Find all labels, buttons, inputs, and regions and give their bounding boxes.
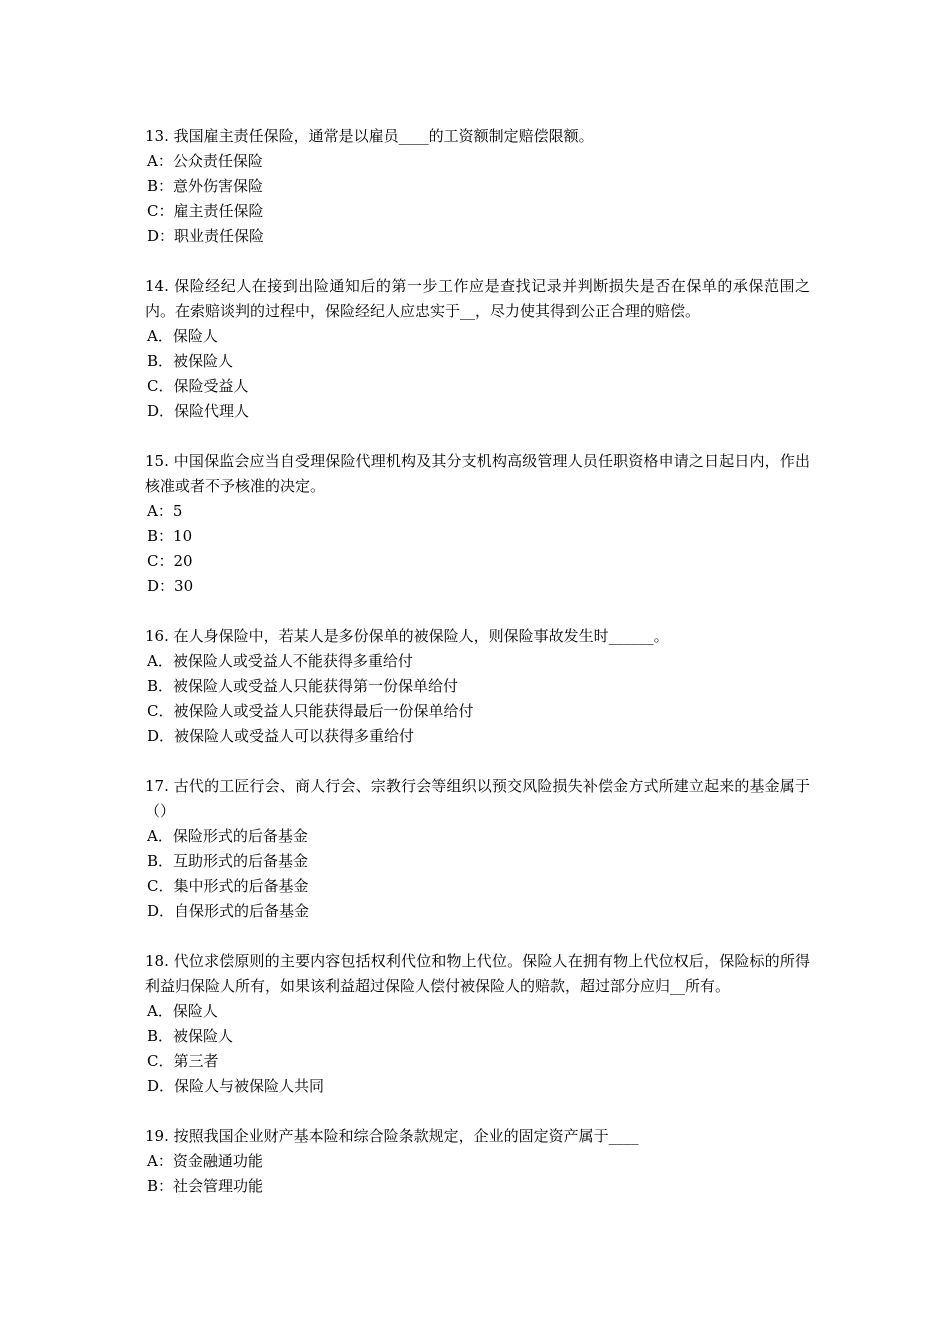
option-letter: C．: [147, 702, 174, 720]
option-text: 第三者: [173, 1052, 219, 1070]
option-b: [145, 674, 810, 699]
option-letter: C：: [147, 552, 174, 570]
question-stem: 19. 按照我国企业财产基本险和综合险条款规定，企业的固定资产属于____: [145, 1127, 639, 1145]
option-list: [145, 1149, 810, 1199]
option-c: [145, 374, 810, 399]
option-a: [145, 824, 810, 849]
option-text: 保险受益人: [173, 377, 249, 395]
option-text: 被保险人或受益人只能获得最后一份保单给付: [173, 702, 474, 720]
question-stem: 13. 我国雇主责任保险，通常是以雇员____的工资额制定赔偿限额。: [145, 127, 594, 145]
option-a: [145, 324, 810, 349]
option-text: 30: [174, 577, 194, 595]
option-b: [145, 174, 810, 199]
option-letter: B．: [147, 352, 174, 370]
option-d: [145, 574, 810, 599]
option-text: 保险形式的后备基金: [172, 827, 308, 845]
option-letter: A：: [147, 502, 173, 520]
option-c: [145, 1049, 810, 1074]
option-d: [145, 899, 810, 924]
option-letter: C．: [147, 877, 174, 895]
option-text: 20: [173, 552, 193, 570]
question-13: [145, 124, 810, 249]
option-letter: A：: [147, 1152, 173, 1170]
option-list: [145, 824, 810, 924]
document-page: [145, 124, 810, 1224]
option-text: 被保险人: [173, 1027, 234, 1045]
option-letter: D．: [147, 902, 175, 920]
option-letter: D：: [147, 577, 175, 595]
option-letter: D：: [147, 227, 175, 245]
option-text: 被保险人或受益人可以获得多重给付: [174, 727, 415, 745]
option-b: [145, 349, 810, 374]
option-letter: D．: [147, 727, 175, 745]
option-text: 保险人: [172, 1002, 218, 1020]
option-letter: B．: [147, 677, 174, 695]
option-text: 社会管理功能: [173, 1177, 264, 1195]
option-b: [145, 1024, 810, 1049]
option-letter: A：: [147, 152, 173, 170]
option-letter: D．: [147, 402, 175, 420]
option-text: 被保险人: [173, 352, 234, 370]
option-letter: C．: [147, 377, 174, 395]
option-d: [145, 724, 810, 749]
option-letter: D．: [147, 1077, 175, 1095]
option-d: [145, 224, 810, 249]
option-letter: A．: [147, 827, 173, 845]
question-19: [145, 1124, 810, 1199]
option-list: [145, 999, 810, 1099]
option-list: [145, 149, 810, 249]
option-letter: A．: [147, 1002, 173, 1020]
option-text: 公众责任保险: [172, 152, 263, 170]
option-text: 意外伤害保险: [173, 177, 264, 195]
option-text: 保险代理人: [174, 402, 250, 420]
option-a: [145, 1149, 810, 1174]
option-c: [145, 874, 810, 899]
question-stem: 18. 代位求偿原则的主要内容包括权利代位和物上代位。保险人在拥有物上代位权后，保险标的所得利益归保险人所有，如果该利益超过保险人偿付被保险人的赔款，超过部分应归__所有。: [145, 952, 810, 995]
option-a: [145, 149, 810, 174]
question-stem: 16. 在人身保险中，若某人是多份保单的被保险人，则保险事故发生时______。: [145, 627, 669, 645]
option-b: [145, 849, 810, 874]
option-text: 自保形式的后备基金: [174, 902, 310, 920]
option-text: 保险人: [172, 327, 218, 345]
option-text: 雇主责任保险: [173, 202, 264, 220]
option-letter: C：: [147, 202, 174, 220]
option-d: [145, 399, 810, 424]
option-d: [145, 1074, 810, 1099]
option-b: [145, 524, 810, 549]
option-text: 被保险人或受益人不能获得多重给付: [172, 652, 413, 670]
option-text: 保险人与被保险人共同: [174, 1077, 325, 1095]
question-16: [145, 624, 810, 749]
option-a: [145, 649, 810, 674]
option-list: [145, 324, 810, 424]
option-text: 资金融通功能: [172, 1152, 263, 1170]
option-c: [145, 549, 810, 574]
question-18: [145, 949, 810, 1099]
option-text: 集中形式的后备基金: [173, 877, 309, 895]
option-c: [145, 199, 810, 224]
question-15: [145, 449, 810, 599]
option-letter: B：: [147, 527, 174, 545]
option-letter: B．: [147, 852, 174, 870]
question-stem: 14. 保险经纪人在接到出险通知后的第一步工作应是查找记录并判断损失是否在保单的承保范围之内。在索赔谈判的过程中，保险经纪人应忠实于__，尽力使其得到公正合理的赔偿。: [145, 277, 810, 320]
option-text: 被保险人或受益人只能获得第一份保单给付: [173, 677, 459, 695]
option-letter: A．: [147, 327, 173, 345]
option-c: [145, 699, 810, 724]
option-text: 5: [172, 502, 183, 520]
question-17: [145, 774, 810, 924]
option-letter: C．: [147, 1052, 174, 1070]
question-stem: 15. 中国保监会应当自受理保险代理机构及其分支机构高级管理人员任职资格申请之日起日内，作出核准或者不予核准的决定。: [145, 452, 810, 495]
option-list: [145, 499, 810, 599]
question-14: [145, 274, 810, 424]
option-letter: B：: [147, 177, 174, 195]
option-list: [145, 649, 810, 749]
option-a: [145, 999, 810, 1024]
option-b: [145, 1174, 810, 1199]
option-text: 互助形式的后备基金: [173, 852, 309, 870]
option-letter: B：: [147, 1177, 174, 1195]
option-letter: B．: [147, 1027, 174, 1045]
question-stem: 17. 古代的工匠行会、商人行会、宗教行会等组织以预交风险损失补偿金方式所建立起来的基金属于（）: [145, 777, 810, 820]
option-a: [145, 499, 810, 524]
option-text: 职业责任保险: [174, 227, 265, 245]
option-letter: A．: [147, 652, 173, 670]
option-text: 10: [173, 527, 193, 545]
